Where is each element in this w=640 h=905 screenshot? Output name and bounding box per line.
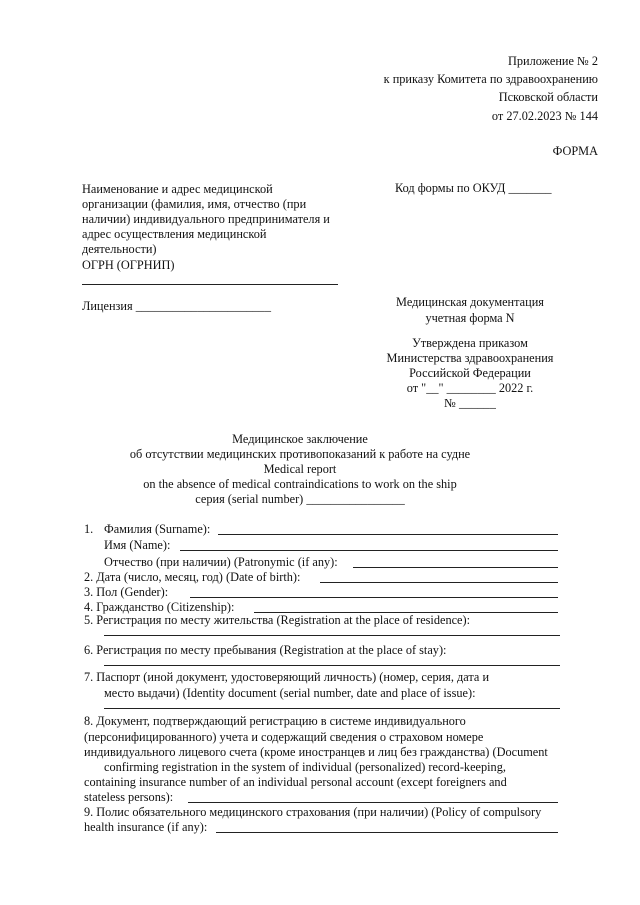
ogrn-label: ОГРН (ОГРНИП) [82, 258, 175, 272]
stay-label: 6. Регистрация по месту пребывания (Registration at the place of stay): [84, 643, 447, 657]
approved-line-1: Утверждена приказом [412, 336, 528, 350]
birth-date-line[interactable] [320, 582, 558, 583]
passport-label-1: 7. Паспорт (иной документ, удостоверяющий личность) (номер, серия, дата и [84, 670, 490, 684]
form-label: ФОРМА [552, 144, 598, 158]
name-label: Имя (Name): [104, 538, 171, 552]
org-line-2: организации (фамилия, имя, отчество (при [82, 197, 307, 211]
patronymic-label: Отчество (при наличии) (Patronymic (if any): [104, 555, 338, 569]
org-line-1: Наименование и адрес медицинской [82, 182, 273, 196]
snils-line[interactable] [188, 802, 558, 803]
oms-label-1: 9. Полис обязательного медицинского страхования (при наличии) (Policy of compulsory [84, 805, 542, 819]
title-line-4: on the absence of medical contraindications to work on the ship [143, 477, 457, 491]
title-line-1: Медицинское заключение [232, 432, 368, 446]
birth-date-label: 2. Дата (число, месяц, год) (Date of birth): [84, 570, 301, 584]
org-underline [82, 284, 338, 285]
oms-line[interactable] [216, 832, 558, 833]
org-line-4: адрес осуществления медицинской [82, 227, 267, 241]
appendix-line-3: Псковской области [498, 90, 598, 104]
patronymic-line[interactable] [353, 567, 558, 568]
snils-label-1: 8. Документ, подтверждающий регистрацию в системе индивидуального [84, 714, 466, 728]
name-line[interactable] [180, 550, 558, 551]
citizenship-label: 4. Гражданство (Citizenship): [84, 600, 235, 614]
approved-line-4: от "__" ________ 2022 г. [406, 381, 534, 395]
org-line-3: наличии) индивидуального предпринимателя и [82, 212, 330, 226]
approved-line-2: Министерства здравоохранения [386, 351, 554, 365]
snils-label-2: (персонифицированного) учета и содержащий сведения о страховом номере [84, 730, 484, 744]
stay-line[interactable] [104, 665, 560, 666]
meddoc-line-1: Медицинская документация [396, 295, 544, 309]
residence-label: 5. Регистрация по месту жительства (Registration at the place of residence): [84, 613, 471, 627]
org-line-5: деятельности) [82, 242, 157, 256]
field-1-number: 1. [84, 522, 94, 536]
surname-line[interactable] [218, 534, 558, 535]
title-line-3: Medical report [263, 462, 337, 476]
passport-line[interactable] [104, 708, 560, 709]
snils-label-6: stateless persons): [84, 790, 174, 804]
gender-label: 3. Пол (Gender): [84, 585, 169, 599]
appendix-line-1: Приложение № 2 [507, 54, 598, 68]
title-line-2: об отсутствии медицинских противопоказаний к работе на судне [129, 447, 471, 461]
oms-label-2: health insurance (if any): [84, 820, 208, 834]
license-field: Лицензия ______________________ [82, 299, 271, 313]
approved-line-3: Российской Федерации [409, 366, 531, 380]
appendix-line-2: к приказу Комитета по здравоохранению [383, 72, 598, 86]
okud-code: Код формы по ОКУД _______ [395, 181, 552, 195]
snils-label-4: confirming registration in the system of individual (personalized) record-keeping, [104, 760, 506, 774]
meddoc-line-2: учетная форма N [425, 311, 515, 325]
snils-label-3: индивидуального лицевого счета (кроме иностранцев и лиц без гражданства) (Document [84, 745, 548, 759]
residence-line[interactable] [104, 635, 560, 636]
approved-line-5: № ______ [444, 396, 496, 410]
title-line-5: серия (serial number) ________________ [195, 492, 405, 506]
gender-line[interactable] [190, 597, 558, 598]
snils-label-5: containing insurance number of an individual personal account (except foreigners and [84, 775, 507, 789]
surname-label: Фамилия (Surname): [104, 522, 211, 536]
appendix-line-4: от 27.02.2023 № 144 [491, 109, 598, 123]
passport-label-2: место выдачи) (Identity document (serial number, date and place of issue): [104, 686, 476, 700]
